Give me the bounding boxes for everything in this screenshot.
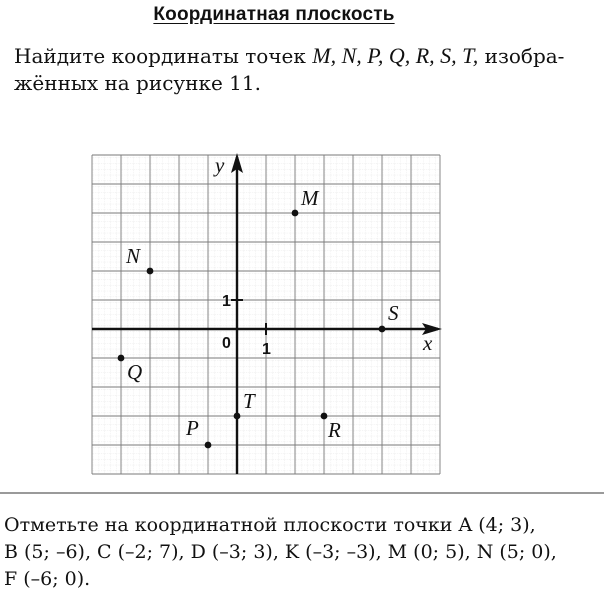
point-r <box>321 413 328 420</box>
point-n <box>147 268 154 275</box>
coordinate-plane <box>0 140 604 490</box>
point-m <box>292 210 299 217</box>
task-line1-prefix: Найдите координаты точек <box>14 44 313 68</box>
plot-area <box>92 153 442 474</box>
point-label-m: M <box>301 186 319 210</box>
task-text <box>14 42 598 97</box>
point-label-q: Q <box>127 360 143 384</box>
point-q <box>118 355 125 362</box>
point-label-s: S <box>388 301 399 325</box>
x-axis-label: x <box>423 331 433 355</box>
unit-y-label: 1 <box>222 293 231 310</box>
exercise-line-3: F (–6; 0). <box>4 568 91 590</box>
exercise-line-1: Отметьте на координатной плоскости точки A (4; 3), <box>4 514 536 536</box>
point-label-p: P <box>186 416 199 440</box>
point-label-n: N <box>126 244 141 268</box>
exercise-line-2: B (5; –6), C (–2; 7), D (–3; 3), K (–3; –3), M (0; 5), N (5; 0), <box>4 541 557 563</box>
y-axis-label: y <box>215 153 225 177</box>
point-s <box>379 326 386 333</box>
point-label-t: T <box>243 389 255 413</box>
unit-x-label: 1 <box>262 341 271 358</box>
origin-label: 0 <box>222 335 231 352</box>
task-point-list: M, N, P, Q, R, S, T, <box>312 43 479 68</box>
point-t <box>234 413 241 420</box>
task-line2: жённых на рисунке 11. <box>14 71 261 95</box>
point-label-r: R <box>328 418 341 442</box>
section-heading: Координатная плоскость <box>153 4 395 25</box>
point-p <box>205 442 212 449</box>
divider <box>0 492 604 494</box>
task-line1-suffix: изобра- <box>478 44 565 68</box>
exercise-text <box>4 512 604 593</box>
